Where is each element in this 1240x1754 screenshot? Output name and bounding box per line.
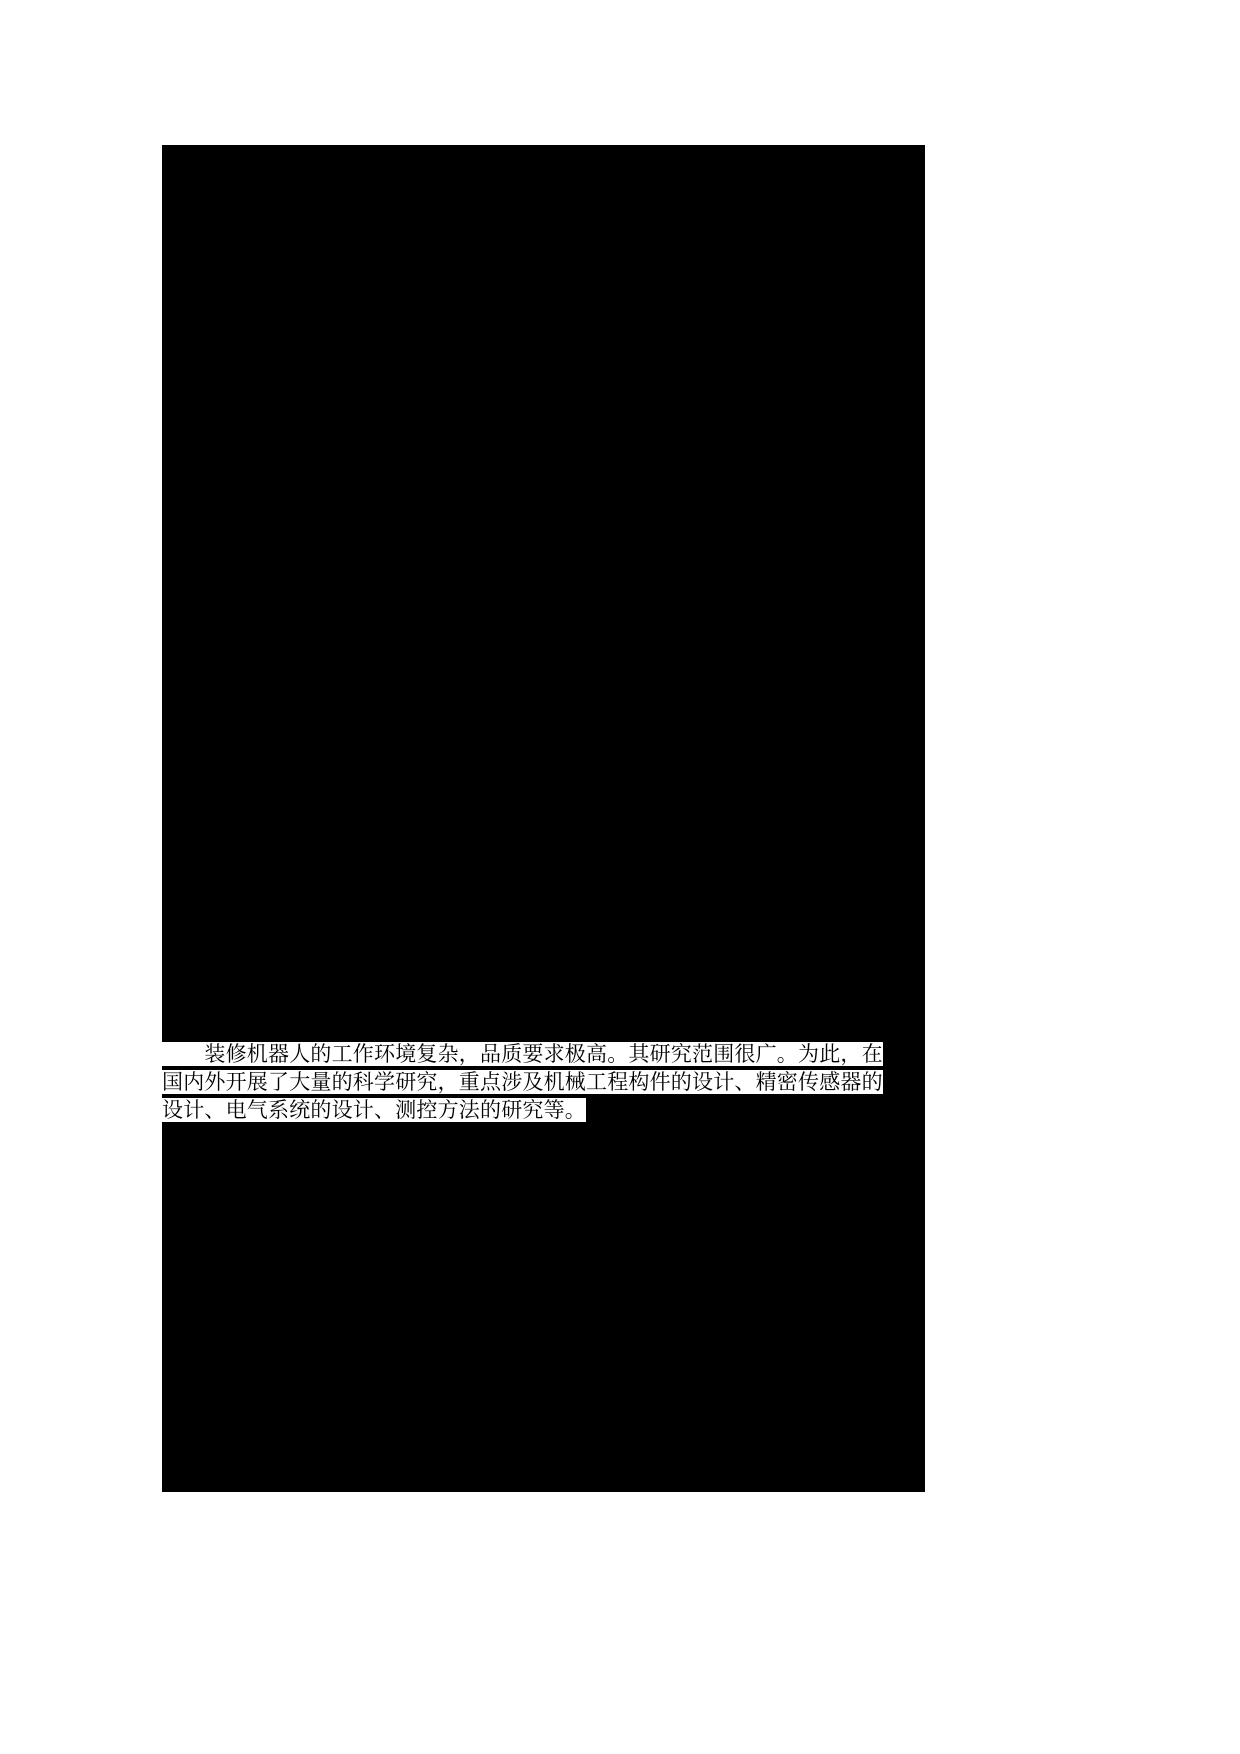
paragraph-line-1-text: 装修机器人的工作环境复杂，品质要求极高。其研究范围很广。为此，在 xyxy=(162,1042,883,1066)
visible-paragraph xyxy=(162,1040,925,1124)
paragraph-line-3 xyxy=(162,1096,925,1124)
paragraph-line-2-text: 国内外开展了大量的科学研究，重点涉及机械工程构件的设计、精密传感器的 xyxy=(162,1070,883,1094)
paragraph-line-2 xyxy=(162,1068,925,1096)
redaction-overlay xyxy=(162,145,925,1492)
paragraph-line-1 xyxy=(162,1040,925,1068)
paragraph-line-3-text: 设计、电气系统的设计、测控方法的研究等。 xyxy=(162,1098,586,1122)
